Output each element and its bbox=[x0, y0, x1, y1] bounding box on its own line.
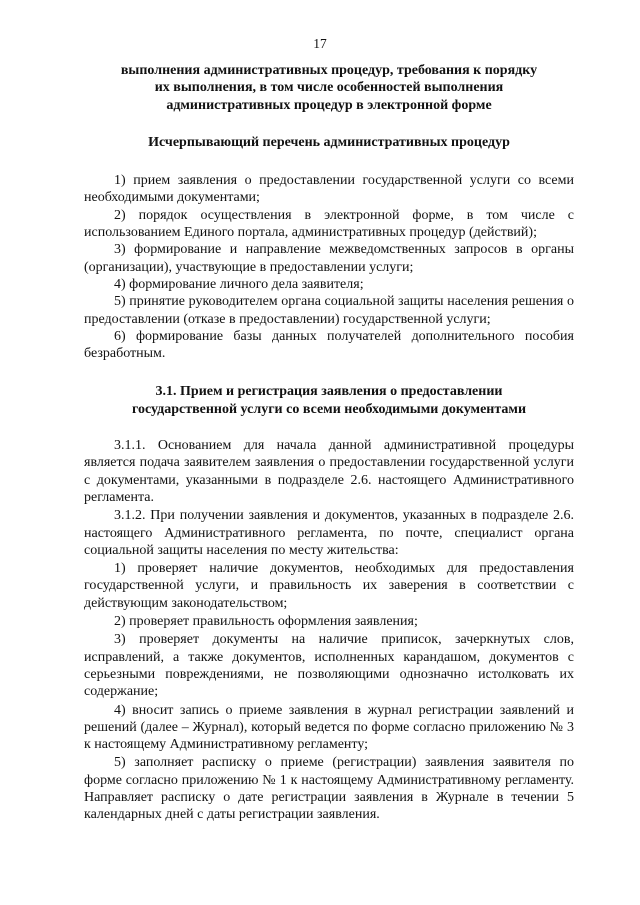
page-number: 17 bbox=[313, 36, 327, 51]
intro-heading-line: выполнения административных процедур, требования к порядку bbox=[120, 63, 538, 78]
procedure-item: 5) принятие руководителем органа социальной защиты населения решения о предоставлении (отказе в предоставлении) государственной услуги; bbox=[84, 294, 574, 327]
body-paragraph: 3) проверяет документы на наличие приписок, зачеркнутых слов, исправлений, а также документов, исполненных карандашом, документов с серьезными повреждениями, не позволяющими однозначно истолковать их содержание; bbox=[84, 632, 574, 700]
section-heading-line: государственной услуги со всеми необходимыми документами bbox=[131, 401, 527, 417]
section-heading bbox=[84, 383, 574, 418]
procedures-list-heading: Исчерпывающий перечень административных процедур bbox=[148, 134, 510, 150]
body-paragraph: 2) проверяет правильность оформления заявления; bbox=[114, 614, 418, 630]
body-paragraph: 5) заполняет расписку о приеме (регистрации) заявления заявителя по форме согласно приложению № 1 к настоящему Административному регламенту. Направляет расписку о дате регистрации заявления в Журнале в течении 5 календарных дней с даты регистрации заявления. bbox=[84, 755, 574, 823]
procedure-item: 1) прием заявления о предоставлении государственной услуги со всеми необходимыми документами; bbox=[84, 173, 574, 206]
body-paragraph: 1) проверяет наличие документов, необходимых для предоставления государственной услуги, и правильность их заверения в соответствии с действующим законодательством; bbox=[84, 561, 574, 611]
procedure-item: 6) формирование базы данных получателей дополнительного пособия безработным. bbox=[84, 328, 574, 362]
procedures-list bbox=[84, 172, 574, 362]
intro-heading bbox=[84, 62, 574, 114]
section-heading-line: 3.1. Прием и регистрация заявления о предоставлении bbox=[155, 384, 503, 400]
intro-heading-line: их выполнения, в том числе особенностей выполнения bbox=[154, 80, 504, 96]
page-content bbox=[84, 62, 574, 825]
body-paragraph: 3.1.1. Основанием для начала данной административной процедуры является подача заявителем заявления о предоставлении государственной услуги с документами, указанными в подразделе 2.6. настоящего Административного регламента. bbox=[84, 438, 574, 505]
intro-heading-line: административных процедур в электронной форме bbox=[166, 97, 492, 113]
section-body bbox=[84, 437, 574, 824]
procedure-item: 4) формирование личного дела заявителя; bbox=[114, 276, 364, 292]
procedure-item: 2) порядок осуществления в электронной форме, в том числе с использованием Единого портала, административных процедур (действий); bbox=[84, 207, 574, 241]
procedure-item: 3) формирование и направление межведомственных запросов в органы (организации), участвующие в предоставлении услуги; bbox=[84, 242, 574, 275]
body-paragraph: 3.1.2. При получении заявления и документов, указанных в подразделе 2.6. настоящего Административного регламента, по почте, специалист органа социальной защиты населения по месту жительства: bbox=[84, 508, 574, 558]
body-paragraph: 4) вносит запись о приеме заявления в журнал регистрации заявлений и решений (далее – Журнал), который ведется по форме согласно приложению № 3 к настоящему Административному регламенту; bbox=[84, 702, 574, 753]
